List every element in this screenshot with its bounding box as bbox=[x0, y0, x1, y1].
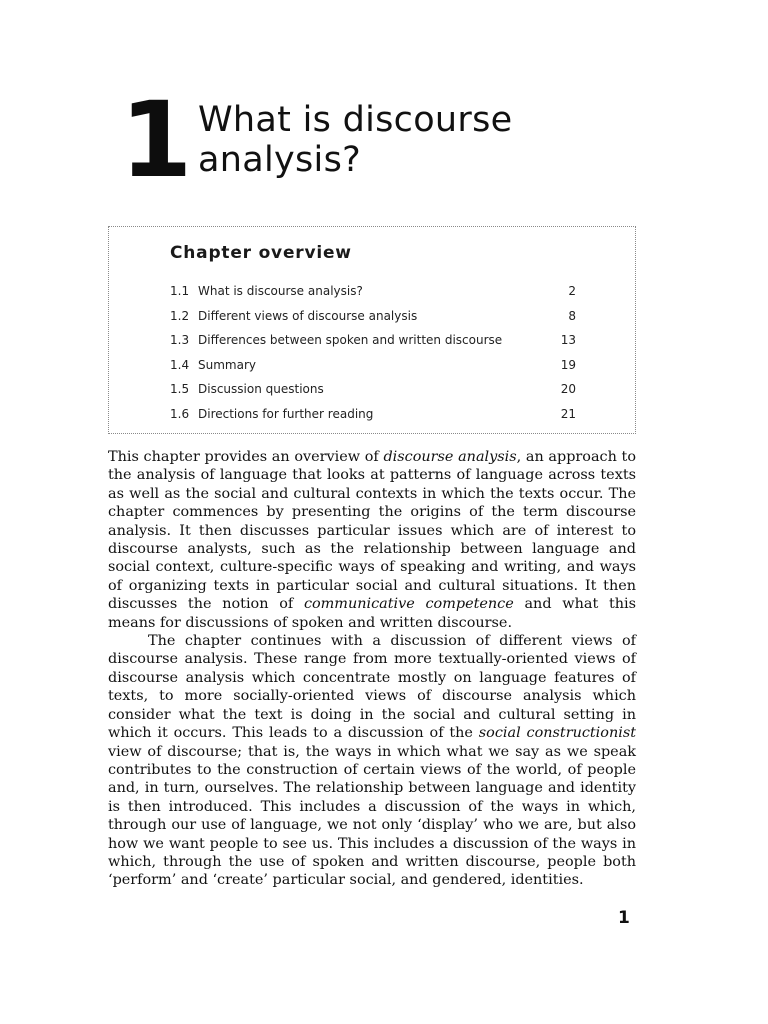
chapter-overview-list bbox=[170, 279, 576, 427]
chapter-overview-box bbox=[108, 226, 636, 434]
overview-item-title: Discussion questions bbox=[198, 382, 324, 397]
overview-item bbox=[170, 353, 576, 378]
overview-item-title: Directions for further reading bbox=[198, 406, 374, 421]
overview-item bbox=[170, 328, 576, 353]
overview-item-number: 1.1 bbox=[170, 284, 190, 298]
overview-item bbox=[170, 377, 576, 402]
overview-item-number: 1.3 bbox=[170, 333, 190, 348]
paragraph-1-text-c: and what this means for discussions of spoken and written discourse. bbox=[108, 596, 636, 631]
paragraph-2 bbox=[108, 632, 636, 890]
page-number: 1 bbox=[618, 908, 630, 928]
paragraph-1-text-b: , an approach to the analysis of language that looks at patterns of language across texts as well as the social and cultural contexts in which the texts occur. The chapter commences by presenting the origins of the term discourse analysis. It then discusses particular issues which are of interest to discourse analysts, such as the relationship between language and social context, culture-specific ways of speaking and writing, and ways of organizing texts in particular social and cultural situations. It then discusses the notion of bbox=[108, 449, 636, 613]
paragraph-2-text-b: view of discourse; that is, the ways in which what we say as we speak contributes to the construction of certain views of the world, of people and, in turn, ourselves. The relationship between language and identity is then introduced. This includes a discussion of the ways in which, through our use of language, we not only ‘display’ who we are, but also how we want people to see us. This includes a discussion of the ways in which, through the use of spoken and written discourse, people both ‘perform’ and ‘create’ particular social, and gendered, identities. bbox=[108, 743, 636, 889]
chapter-title bbox=[198, 100, 512, 180]
overview-item-number: 1.6 bbox=[170, 406, 190, 421]
overview-item-title: Differences between spoken and written discourse bbox=[198, 333, 503, 348]
overview-item-number: 1.4 bbox=[170, 357, 190, 372]
paragraph-1-text-a: This chapter provides an overview of bbox=[108, 449, 384, 465]
overview-item-title: Different views of discourse analysis bbox=[198, 308, 418, 323]
overview-item-page: 20 bbox=[560, 382, 576, 397]
overview-item-page: 2 bbox=[568, 284, 576, 298]
overview-item-title: What is discourse analysis? bbox=[198, 284, 363, 298]
overview-item-page: 13 bbox=[560, 333, 576, 348]
chapter-number: 1 bbox=[120, 79, 193, 201]
overview-item-page: 21 bbox=[560, 406, 576, 421]
overview-item bbox=[170, 304, 576, 329]
overview-item bbox=[170, 402, 576, 427]
paragraph-1 bbox=[108, 448, 636, 632]
overview-item-page: 19 bbox=[560, 357, 576, 372]
overview-item-number: 1.2 bbox=[170, 308, 190, 323]
chapter-overview-heading: Chapter overview bbox=[170, 243, 352, 263]
body-text bbox=[108, 448, 636, 890]
term-discourse-analysis: discourse analysis bbox=[383, 449, 517, 465]
overview-item bbox=[170, 279, 576, 304]
overview-item-page: 8 bbox=[568, 308, 576, 323]
overview-item-number: 1.5 bbox=[170, 382, 190, 397]
overview-item-title: Summary bbox=[198, 357, 256, 372]
chapter-title-line-1: What is discourse bbox=[198, 100, 513, 140]
paragraph-2-text-a: The chapter continues with a discussion of different views of discourse analysis. These range from more textually-oriented views of discourse analysis which concentrate mostly on language features of texts, to more socially-oriented views of discourse analysis which consider what the text is doing in the social and cultural setting in which it occurs. This leads to a discussion of the bbox=[108, 633, 636, 742]
term-communicative-competence: communicative competence bbox=[303, 596, 514, 613]
chapter-title-line-2: analysis? bbox=[198, 140, 361, 180]
term-social-constructionist: social constructionist bbox=[478, 725, 636, 742]
